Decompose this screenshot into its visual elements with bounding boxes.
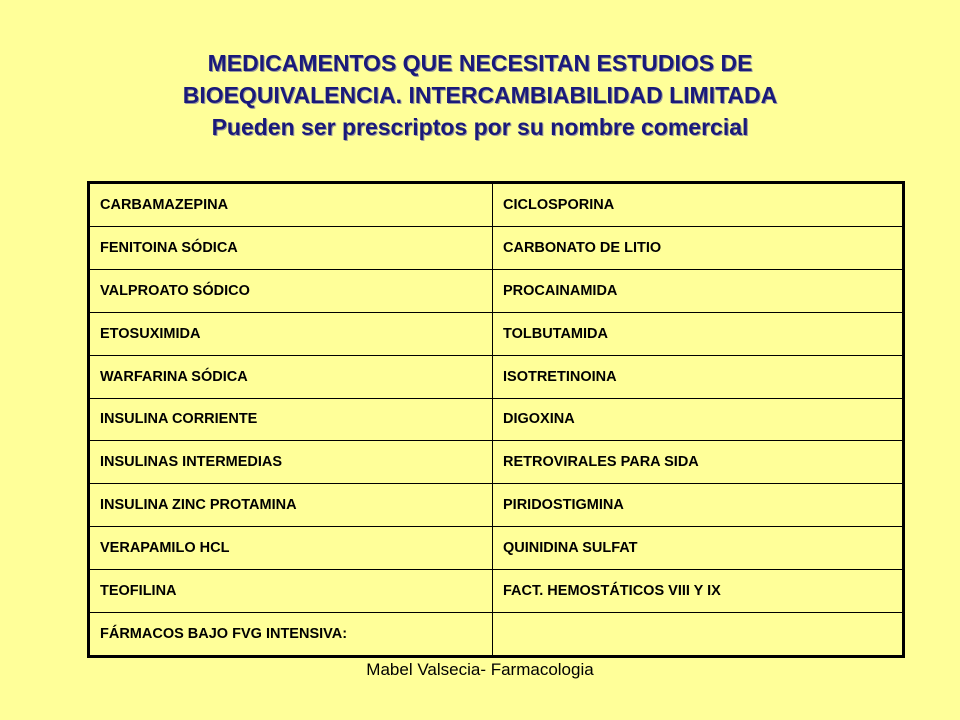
table-cell: ISOTRETINOINA xyxy=(493,355,904,398)
table-cell: ETOSUXIMIDA xyxy=(89,312,493,355)
table-row xyxy=(89,612,904,656)
table-row xyxy=(89,226,904,269)
table-row xyxy=(89,570,904,613)
footer-credit: Mabel Valsecia- Farmacologia xyxy=(366,660,594,679)
table-cell: TEOFILINA xyxy=(89,570,493,613)
table-row xyxy=(89,484,904,527)
table-cell: PROCAINAMIDA xyxy=(493,269,904,312)
table-cell: FACT. HEMOSTÁTICOS VIII Y IX xyxy=(493,570,904,613)
table-cell: FENITOINA SÓDICA xyxy=(89,226,493,269)
table-cell: INSULINAS INTERMEDIAS xyxy=(89,441,493,484)
table-row xyxy=(89,527,904,570)
table-cell: FÁRMACOS BAJO FVG INTENSIVA: xyxy=(89,612,493,656)
table-cell: PIRIDOSTIGMINA xyxy=(493,484,904,527)
table-cell: DIGOXINA xyxy=(493,398,904,441)
table-cell: TOLBUTAMIDA xyxy=(493,312,904,355)
table-cell: RETROVIRALES PARA SIDA xyxy=(493,441,904,484)
table-cell xyxy=(493,612,904,656)
table-row xyxy=(89,441,904,484)
table-row xyxy=(89,269,904,312)
title-line-2: BIOEQUIVALENCIA. INTERCAMBIABILIDAD LIMITADA xyxy=(182,82,778,108)
table-cell: INSULINA ZINC PROTAMINA xyxy=(89,484,493,527)
table-cell: CICLOSPORINA xyxy=(493,183,904,227)
slide-title xyxy=(0,47,960,143)
table-row xyxy=(89,312,904,355)
title-line-1: MEDICAMENTOS QUE NECESITAN ESTUDIOS DE xyxy=(207,50,753,76)
table-cell: VALPROATO SÓDICO xyxy=(89,269,493,312)
table-cell: CARBONATO DE LITIO xyxy=(493,226,904,269)
table-row xyxy=(89,355,904,398)
table-cell: CARBAMAZEPINA xyxy=(89,183,493,227)
table-cell: QUINIDINA SULFAT xyxy=(493,527,904,570)
drug-table xyxy=(87,181,905,658)
table-row xyxy=(89,398,904,441)
table-cell: INSULINA CORRIENTE xyxy=(89,398,493,441)
table-cell: VERAPAMILO HCL xyxy=(89,527,493,570)
table-cell: WARFARINA SÓDICA xyxy=(89,355,493,398)
title-line-3: Pueden ser prescriptos por su nombre comercial xyxy=(211,114,749,140)
table-row xyxy=(89,183,904,227)
